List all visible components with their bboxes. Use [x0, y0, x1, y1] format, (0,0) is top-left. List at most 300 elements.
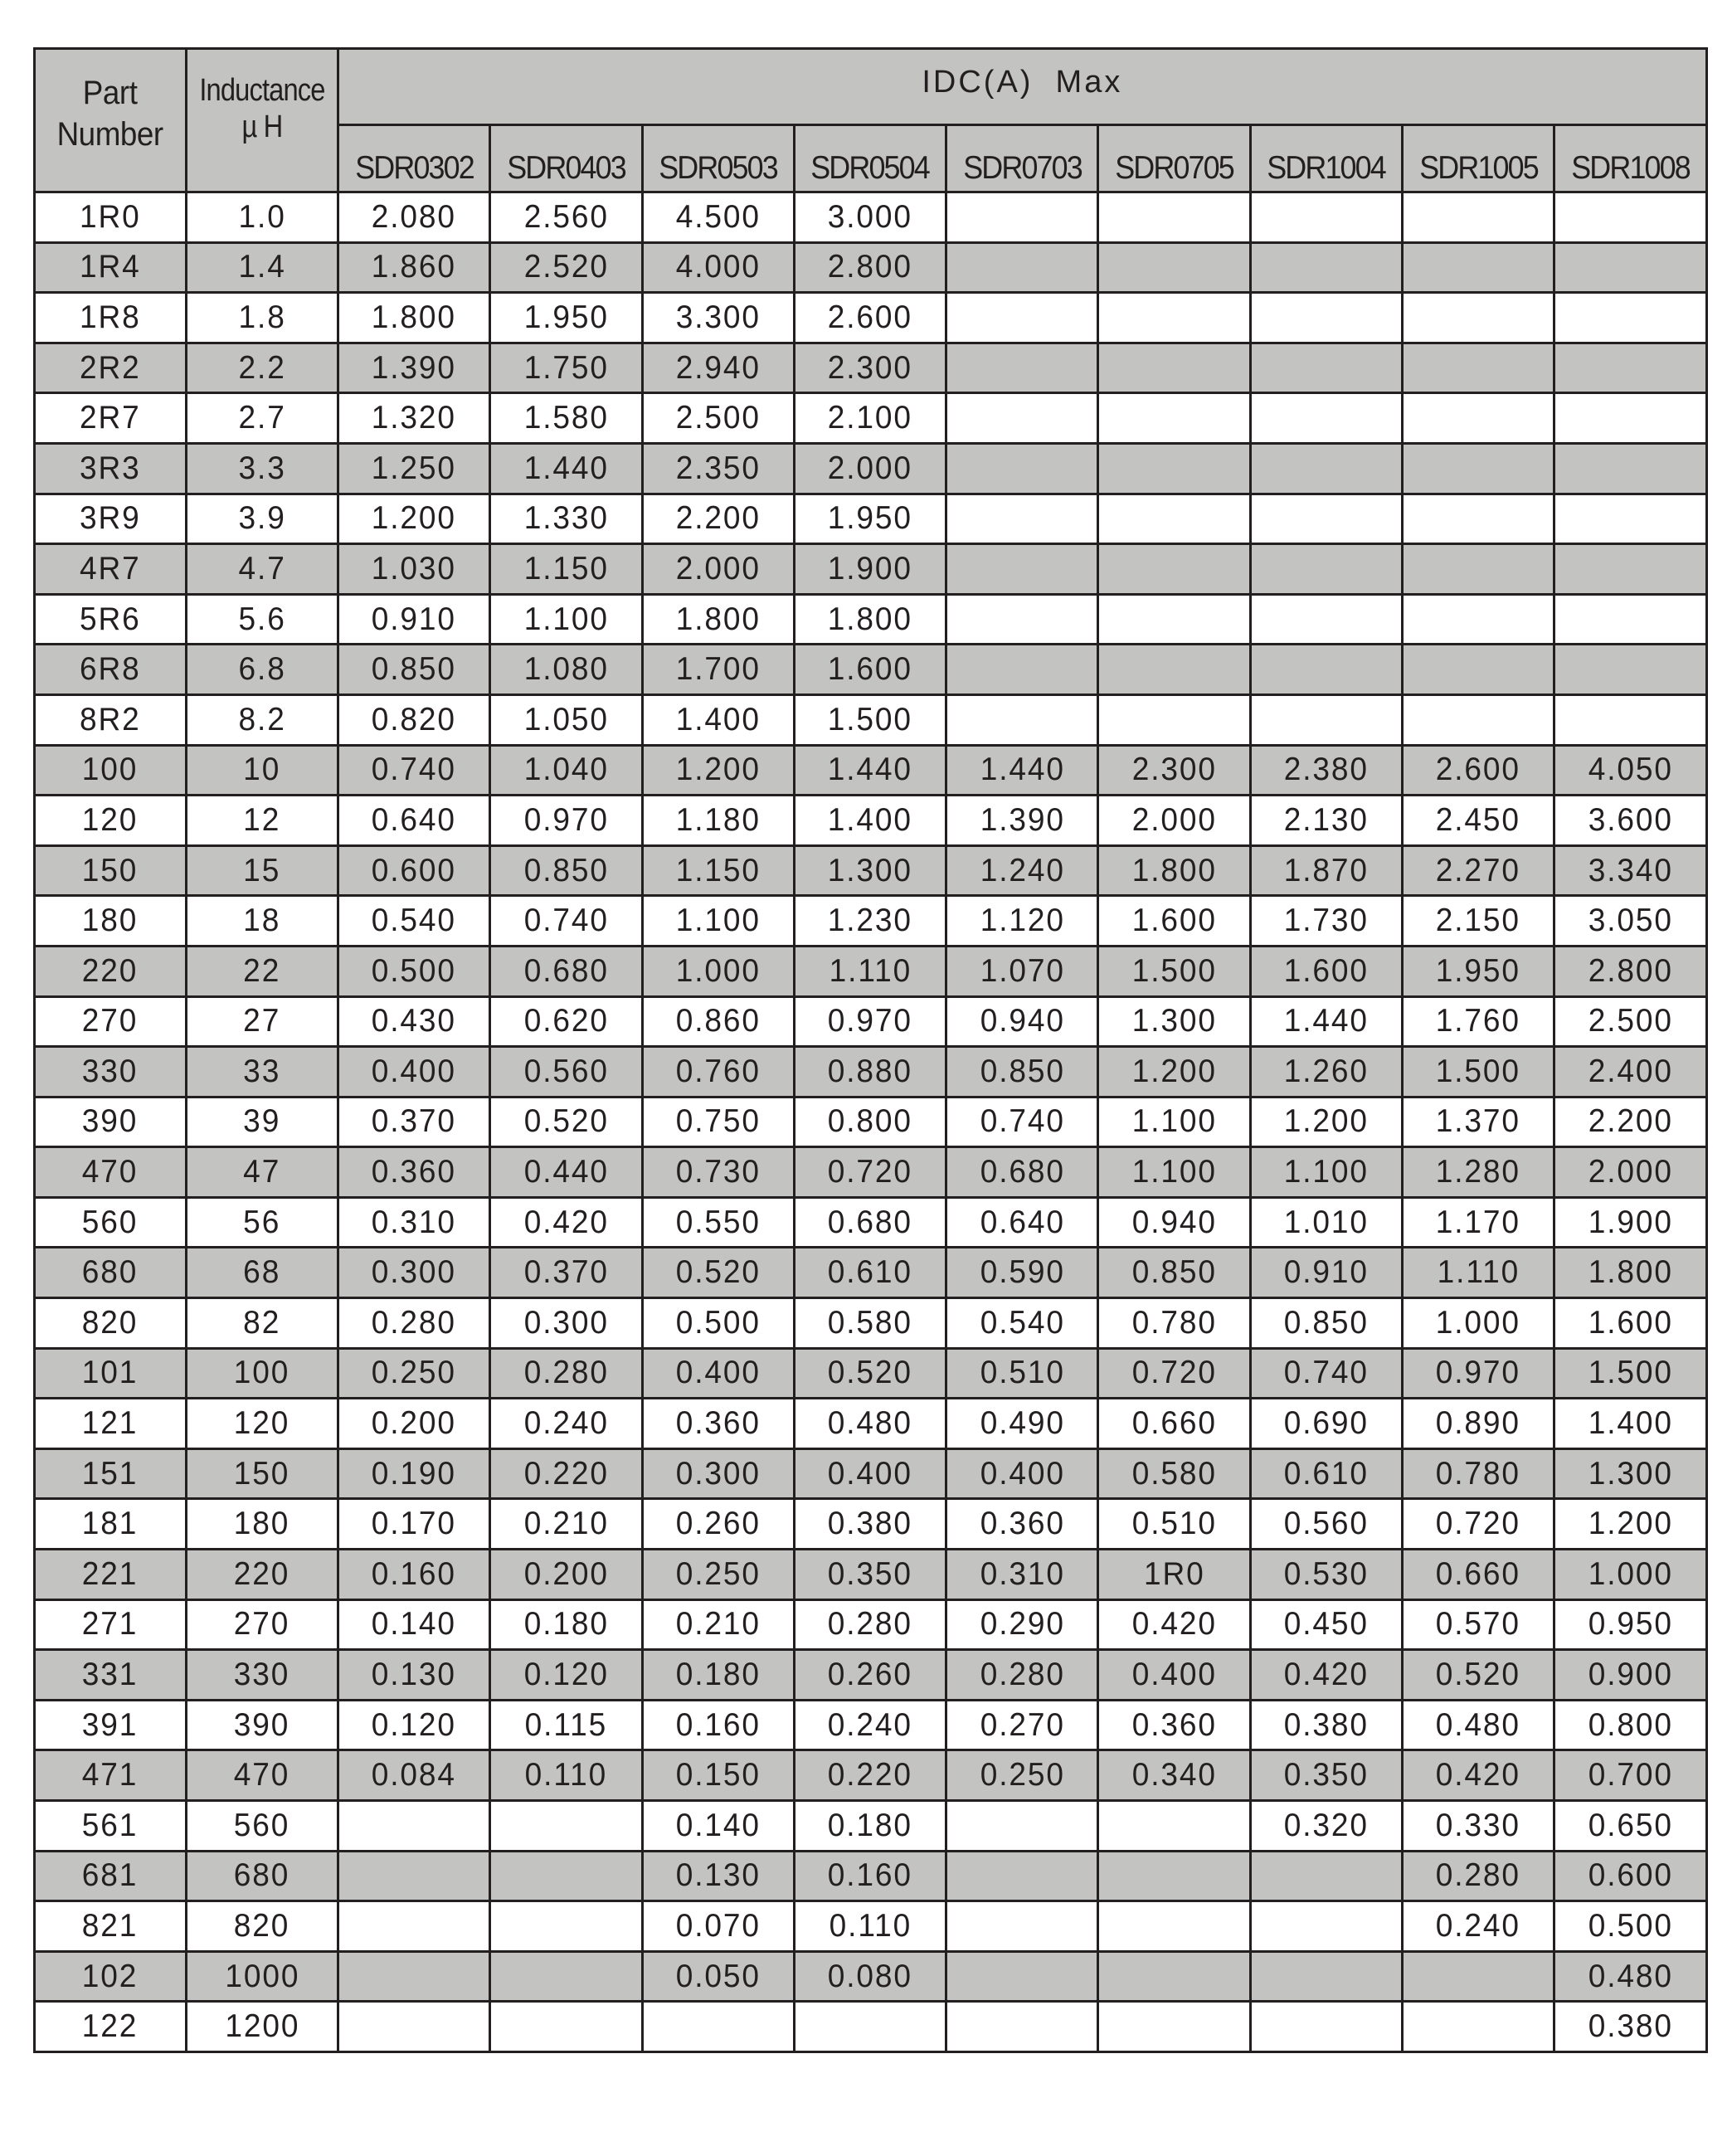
cell-idc-sdr0705-text: 1.800: [1131, 852, 1217, 888]
cell-idc-sdr1004-text: 0.320: [1283, 1807, 1370, 1843]
cell-inductance: [187, 1348, 338, 1399]
cell-inductance: [187, 1801, 338, 1852]
table-row: [35, 996, 1707, 1047]
cell-part-number-text: 5R6: [80, 601, 141, 637]
cell-inductance-text: 1.8: [238, 299, 286, 335]
cell-idc-sdr0705: [1098, 1097, 1250, 1147]
cell-idc-sdr0504-text: 1.400: [827, 801, 913, 838]
cell-inductance: [187, 1097, 338, 1147]
cell-part-number: [35, 1147, 187, 1198]
cell-inductance-text: 390: [234, 1706, 290, 1743]
cell-idc-sdr0504-text: 0.160: [827, 1857, 913, 1894]
cell-idc-sdr0504: [794, 796, 946, 846]
cell-idc-sdr0504-text: 1.230: [827, 903, 913, 939]
cell-part-number-text: 470: [82, 1154, 139, 1190]
cell-part-number: [35, 896, 187, 947]
cell-idc-sdr0504: [794, 694, 946, 745]
cell-idc-sdr0703: [946, 1147, 1098, 1198]
cell-idc-sdr0302: [338, 694, 490, 745]
cell-idc-sdr1005: [1403, 1650, 1554, 1701]
cell-idc-sdr1005: [1403, 745, 1554, 796]
cell-idc-sdr0503-text: 0.180: [675, 1657, 761, 1693]
cell-idc-sdr0302-text: 0.140: [372, 1606, 457, 1643]
header-series-sdr0504: [794, 125, 946, 192]
cell-inductance-text: 33: [243, 1053, 281, 1089]
cell-idc-sdr1005-text: 0.970: [1436, 1355, 1521, 1391]
cell-idc-sdr0503: [642, 343, 794, 393]
cell-idc-sdr0302: [338, 896, 490, 947]
cell-idc-sdr1008-text: 1.600: [1588, 1304, 1673, 1341]
cell-idc-sdr0403-text: 1.100: [523, 601, 609, 637]
cell-idc-sdr0302-text: 2.080: [372, 198, 457, 235]
cell-part-number: [35, 242, 187, 293]
cell-part-number-text: 561: [82, 1807, 139, 1843]
cell-idc-sdr0705-text: 0.940: [1131, 1204, 1217, 1240]
cell-part-number: [35, 1750, 187, 1801]
cell-idc-sdr0504: [794, 946, 946, 996]
cell-idc-sdr1008-text: 2.000: [1588, 1154, 1673, 1190]
header-series-label: SDR1008: [1571, 150, 1690, 186]
cell-idc-sdr0703-text: 0.740: [980, 1103, 1065, 1140]
cell-idc-sdr0703: [946, 896, 1098, 947]
cell-inductance: [187, 796, 338, 846]
cell-idc-sdr1005: [1403, 946, 1554, 996]
cell-idc-sdr1004-text: 1.260: [1283, 1053, 1370, 1089]
header-series-sdr0403: [490, 125, 642, 192]
cell-idc-sdr1005-text: 1.950: [1436, 952, 1521, 989]
cell-idc-sdr0403: [490, 1599, 642, 1650]
cell-idc-sdr0705-text: 0.850: [1131, 1254, 1217, 1291]
cell-idc-sdr0504-text: 0.110: [829, 1907, 912, 1944]
cell-part-number-text: 121: [82, 1405, 139, 1442]
table-row: [35, 293, 1707, 343]
table-row: [35, 694, 1707, 745]
cell-idc-sdr0403-text: 2.560: [523, 198, 609, 235]
cell-idc-sdr0703: [946, 1499, 1098, 1550]
cell-idc-sdr0503: [642, 1550, 794, 1600]
cell-idc-sdr0703: [946, 443, 1098, 494]
table-header: [35, 49, 1707, 192]
cell-idc-sdr0302: [338, 645, 490, 695]
table-row: [35, 896, 1707, 947]
cell-idc-sdr1008: [1554, 1901, 1706, 1952]
cell-idc-sdr1008: [1554, 1197, 1706, 1248]
cell-idc-sdr1005: [1403, 1851, 1554, 1901]
cell-idc-sdr0302-text: 0.280: [372, 1304, 457, 1341]
cell-idc-sdr0703-text: 0.280: [980, 1657, 1065, 1693]
cell-idc-sdr0504-text: 0.260: [827, 1657, 913, 1693]
cell-part-number: [35, 796, 187, 846]
table-row: [35, 745, 1707, 796]
cell-part-number-text: 820: [82, 1304, 139, 1341]
table-row: [35, 393, 1707, 444]
cell-idc-sdr1008: [1554, 1097, 1706, 1147]
cell-idc-sdr0403-text: 2.520: [523, 249, 609, 285]
cell-idc-sdr0703: [946, 1448, 1098, 1499]
cell-idc-sdr0503: [642, 2002, 794, 2052]
cell-part-number-text: 270: [82, 1003, 139, 1039]
cell-idc-sdr1008: [1554, 494, 1706, 544]
cell-idc-sdr0403: [490, 1399, 642, 1449]
cell-idc-sdr1004: [1250, 343, 1402, 393]
cell-idc-sdr1005-text: 2.150: [1436, 903, 1521, 939]
cell-idc-sdr0705: [1098, 1951, 1250, 2002]
cell-idc-sdr1004: [1250, 1851, 1402, 1901]
cell-inductance-text: 5.6: [238, 601, 286, 637]
cell-idc-sdr0504: [794, 242, 946, 293]
cell-idc-sdr0503: [642, 393, 794, 444]
header-series-label: SDR0403: [507, 150, 625, 186]
cell-idc-sdr0302: [338, 1599, 490, 1650]
cell-idc-sdr0703-text: 0.540: [980, 1304, 1065, 1341]
table-row: [35, 946, 1707, 996]
header-part-number-line2: Number: [56, 116, 164, 153]
cell-part-number-text: 100: [82, 752, 139, 788]
cell-idc-sdr1005: [1403, 694, 1554, 745]
cell-inductance-text: 2.7: [238, 400, 286, 436]
cell-idc-sdr0403-text: 1.440: [523, 450, 609, 486]
cell-idc-sdr0703: [946, 1047, 1098, 1097]
cell-idc-sdr0703-text: 0.270: [980, 1706, 1065, 1743]
cell-idc-sdr1004-text: 1.600: [1283, 952, 1370, 989]
cell-idc-sdr1005: [1403, 1248, 1554, 1298]
cell-idc-sdr0403-text: 0.300: [523, 1304, 609, 1341]
cell-inductance-text: 47: [243, 1154, 281, 1190]
cell-part-number-text: 122: [82, 2008, 139, 2045]
cell-idc-sdr0703: [946, 1399, 1098, 1449]
cell-idc-sdr0503: [642, 1448, 794, 1499]
cell-idc-sdr0302: [338, 594, 490, 645]
cell-idc-sdr0705-text: 0.660: [1131, 1405, 1217, 1442]
cell-idc-sdr0703-text: 1.440: [980, 752, 1065, 788]
cell-idc-sdr0503-text: 0.160: [675, 1706, 761, 1743]
cell-part-number-text: 681: [82, 1857, 139, 1894]
cell-part-number: [35, 1399, 187, 1449]
cell-idc-sdr1005-text: 0.780: [1436, 1455, 1521, 1492]
cell-part-number: [35, 845, 187, 896]
cell-idc-sdr0504: [794, 192, 946, 243]
header-part-number: [35, 49, 187, 192]
cell-idc-sdr0703: [946, 996, 1098, 1047]
cell-idc-sdr1004: [1250, 1801, 1402, 1852]
cell-idc-sdr1004: [1250, 1901, 1402, 1952]
cell-idc-sdr1008: [1554, 896, 1706, 947]
cell-idc-sdr1004: [1250, 1650, 1402, 1701]
cell-idc-sdr0705: [1098, 1147, 1250, 1198]
cell-idc-sdr0504: [794, 896, 946, 947]
header-inductance-line1: Inductance: [199, 73, 325, 108]
cell-idc-sdr1008: [1554, 2002, 1706, 2052]
cell-inductance: [187, 896, 338, 947]
header-series-label: SDR1005: [1418, 150, 1538, 186]
cell-idc-sdr1005: [1403, 1901, 1554, 1952]
cell-part-number: [35, 343, 187, 393]
cell-idc-sdr1004: [1250, 192, 1402, 243]
cell-idc-sdr0302: [338, 494, 490, 544]
cell-idc-sdr0403-text: 0.210: [523, 1506, 609, 1542]
cell-idc-sdr0302: [338, 1901, 490, 1952]
table-row: [35, 1901, 1707, 1952]
table-row: [35, 242, 1707, 293]
cell-idc-sdr0705: [1098, 896, 1250, 947]
cell-idc-sdr0705: [1098, 645, 1250, 695]
cell-part-number-text: 220: [82, 952, 139, 989]
cell-idc-sdr0504-text: 0.180: [827, 1807, 913, 1843]
cell-idc-sdr0504: [794, 745, 946, 796]
cell-part-number: [35, 745, 187, 796]
cell-idc-sdr0503: [642, 1599, 794, 1650]
cell-idc-sdr0302: [338, 1097, 490, 1147]
cell-idc-sdr1008-text: 1.300: [1588, 1455, 1673, 1492]
cell-part-number: [35, 1448, 187, 1499]
cell-idc-sdr0403: [490, 343, 642, 393]
cell-idc-sdr1008-text: 0.480: [1588, 1958, 1673, 1994]
cell-idc-sdr0504: [794, 293, 946, 343]
cell-idc-sdr0302: [338, 343, 490, 393]
cell-idc-sdr1005: [1403, 796, 1554, 846]
cell-idc-sdr0403: [490, 996, 642, 1047]
cell-idc-sdr0705-text: 0.400: [1131, 1657, 1217, 1693]
cell-idc-sdr0403-text: 0.280: [523, 1355, 609, 1391]
cell-idc-sdr0504-text: 0.970: [827, 1003, 913, 1039]
cell-part-number-text: 391: [82, 1706, 139, 1743]
cell-idc-sdr0705: [1098, 845, 1250, 896]
cell-idc-sdr0705-text: 1.100: [1131, 1103, 1217, 1140]
cell-idc-sdr0705-text: 0.340: [1131, 1757, 1217, 1793]
cell-idc-sdr0302-text: 1.860: [372, 249, 457, 285]
cell-idc-sdr1004: [1250, 293, 1402, 343]
cell-idc-sdr1004-text: 1.440: [1283, 1003, 1370, 1039]
cell-idc-sdr0403-text: 0.200: [523, 1555, 609, 1592]
cell-idc-sdr1004-text: 0.450: [1283, 1606, 1370, 1643]
cell-idc-sdr0503: [642, 1248, 794, 1298]
cell-idc-sdr1005: [1403, 1399, 1554, 1449]
cell-idc-sdr0503: [642, 1097, 794, 1147]
cell-inductance: [187, 1650, 338, 1701]
cell-idc-sdr0503-text: 2.350: [675, 450, 761, 486]
cell-idc-sdr1008-text: 3.600: [1588, 801, 1673, 838]
header-series-sdr1004: [1250, 125, 1402, 192]
cell-idc-sdr1005: [1403, 896, 1554, 947]
cell-idc-sdr0403-text: 1.040: [523, 752, 609, 788]
cell-idc-sdr0302-text: 0.540: [372, 903, 457, 939]
cell-idc-sdr0504-text: 2.000: [827, 450, 913, 486]
cell-idc-sdr1005-text: 0.420: [1436, 1757, 1521, 1793]
cell-idc-sdr0302-text: 0.120: [372, 1706, 457, 1743]
cell-idc-sdr0403-text: 1.580: [523, 400, 609, 436]
cell-idc-sdr0703: [946, 845, 1098, 896]
cell-idc-sdr1005-text: 1.280: [1436, 1154, 1521, 1190]
cell-idc-sdr0703-text: 0.940: [980, 1003, 1065, 1039]
cell-idc-sdr0503: [642, 1298, 794, 1349]
cell-part-number: [35, 1197, 187, 1248]
cell-idc-sdr0703: [946, 1851, 1098, 1901]
cell-idc-sdr1008: [1554, 946, 1706, 996]
header-series-sdr0705: [1098, 125, 1250, 192]
cell-idc-sdr0504: [794, 494, 946, 544]
cell-part-number: [35, 1097, 187, 1147]
cell-idc-sdr0705: [1098, 1851, 1250, 1901]
cell-idc-sdr0705: [1098, 192, 1250, 243]
cell-idc-sdr1004-text: 1.100: [1283, 1154, 1370, 1190]
header-part-number-line1: Part: [83, 75, 138, 111]
cell-idc-sdr0503: [642, 745, 794, 796]
table-row: [35, 1047, 1707, 1097]
cell-idc-sdr1005: [1403, 544, 1554, 595]
cell-idc-sdr1008: [1554, 1047, 1706, 1097]
cell-idc-sdr1005-text: 0.280: [1436, 1857, 1521, 1894]
cell-idc-sdr0705-text: 1.500: [1131, 952, 1217, 989]
cell-idc-sdr0503: [642, 1147, 794, 1198]
cell-idc-sdr0302-text: 1.390: [372, 349, 457, 386]
cell-idc-sdr1004: [1250, 1951, 1402, 2002]
cell-idc-sdr1004-text: 0.690: [1283, 1405, 1370, 1442]
cell-idc-sdr0503-text: 1.000: [675, 952, 761, 989]
cell-idc-sdr0705: [1098, 393, 1250, 444]
cell-idc-sdr0403-text: 0.115: [524, 1706, 608, 1743]
cell-idc-sdr1008-text: 1.000: [1588, 1555, 1673, 1592]
cell-part-number-text: 471: [82, 1757, 139, 1793]
cell-idc-sdr0705: [1098, 745, 1250, 796]
cell-idc-sdr1004: [1250, 242, 1402, 293]
cell-idc-sdr1005-text: 1.370: [1436, 1103, 1521, 1140]
table-row: [35, 1097, 1707, 1147]
cell-inductance-text: 39: [243, 1103, 281, 1140]
cell-idc-sdr0703: [946, 1801, 1098, 1852]
table-row: [35, 544, 1707, 595]
cell-idc-sdr0403: [490, 1750, 642, 1801]
cell-idc-sdr0503: [642, 494, 794, 544]
cell-idc-sdr0403: [490, 1147, 642, 1198]
cell-idc-sdr0504: [794, 996, 946, 1047]
cell-idc-sdr1005-text: 0.720: [1436, 1506, 1521, 1542]
cell-idc-sdr1008: [1554, 293, 1706, 343]
cell-idc-sdr0503-text: 1.400: [675, 701, 761, 737]
cell-idc-sdr0302-text: 0.600: [372, 852, 457, 888]
cell-idc-sdr1005-text: 0.240: [1436, 1907, 1521, 1944]
cell-inductance-text: 180: [234, 1506, 290, 1542]
cell-idc-sdr0504-text: 0.240: [827, 1706, 913, 1743]
cell-idc-sdr0504-text: 2.100: [827, 400, 913, 436]
cell-idc-sdr0302: [338, 293, 490, 343]
header-series-label: SDR0504: [810, 150, 930, 186]
cell-idc-sdr1004-text: 1.870: [1283, 852, 1370, 888]
cell-idc-sdr0403: [490, 1448, 642, 1499]
cell-idc-sdr0403-text: 0.440: [523, 1154, 609, 1190]
cell-idc-sdr0504-text: 0.610: [827, 1254, 913, 1291]
cell-idc-sdr0302-text: 0.310: [372, 1204, 457, 1240]
cell-idc-sdr0503: [642, 645, 794, 695]
table-row: [35, 645, 1707, 695]
cell-inductance-text: 150: [234, 1455, 290, 1492]
cell-idc-sdr0504-text: 0.680: [827, 1204, 913, 1240]
cell-part-number: [35, 1047, 187, 1097]
cell-idc-sdr0503-text: 4.500: [675, 198, 761, 235]
cell-idc-sdr0503: [642, 443, 794, 494]
cell-inductance-text: 3.3: [238, 450, 286, 486]
cell-idc-sdr0503: [642, 242, 794, 293]
cell-idc-sdr1004-text: 0.350: [1283, 1757, 1370, 1793]
cell-inductance: [187, 343, 338, 393]
cell-idc-sdr0302-text: 0.400: [372, 1053, 457, 1089]
cell-idc-sdr0503-text: 2.940: [675, 349, 761, 386]
cell-idc-sdr0302-text: 1.320: [372, 400, 457, 436]
cell-idc-sdr1008-text: 2.400: [1588, 1053, 1673, 1089]
cell-inductance: [187, 1599, 338, 1650]
cell-inductance-text: 22: [243, 952, 281, 989]
cell-inductance: [187, 393, 338, 444]
cell-idc-sdr0504: [794, 1650, 946, 1701]
cell-inductance-text: 1000: [224, 1958, 300, 1994]
cell-idc-sdr1008: [1554, 1147, 1706, 1198]
cell-idc-sdr1008-text: 0.600: [1588, 1857, 1673, 1894]
cell-idc-sdr0403: [490, 1650, 642, 1701]
cell-idc-sdr0503: [642, 293, 794, 343]
cell-part-number-text: 680: [82, 1254, 139, 1291]
cell-inductance: [187, 845, 338, 896]
cell-part-number-text: 8R2: [80, 701, 141, 737]
cell-idc-sdr0703-text: 0.400: [980, 1455, 1065, 1492]
cell-idc-sdr0503: [642, 1951, 794, 2002]
cell-idc-sdr0703-text: 1.120: [980, 903, 1065, 939]
cell-idc-sdr0302: [338, 1348, 490, 1399]
cell-idc-sdr0403-text: 1.750: [523, 349, 609, 386]
cell-idc-sdr1005-text: 0.660: [1436, 1555, 1521, 1592]
cell-idc-sdr0703: [946, 1599, 1098, 1650]
cell-idc-sdr0302: [338, 544, 490, 595]
cell-idc-sdr0504: [794, 1097, 946, 1147]
cell-idc-sdr1005-text: 1.760: [1436, 1003, 1521, 1039]
table-row: [35, 1801, 1707, 1852]
cell-inductance: [187, 1901, 338, 1952]
cell-idc-sdr0403: [490, 293, 642, 343]
cell-part-number-text: 1R4: [80, 249, 141, 285]
cell-part-number: [35, 1298, 187, 1349]
cell-idc-sdr1005: [1403, 443, 1554, 494]
header-series-sdr1008: [1554, 125, 1706, 192]
cell-idc-sdr0302: [338, 2002, 490, 2052]
cell-idc-sdr0503-text: 0.150: [675, 1757, 761, 1793]
cell-idc-sdr0504: [794, 1298, 946, 1349]
cell-idc-sdr0302: [338, 996, 490, 1047]
cell-idc-sdr0503: [642, 192, 794, 243]
cell-idc-sdr1005: [1403, 1951, 1554, 2002]
cell-part-number-text: 120: [82, 801, 139, 838]
table-body: [35, 192, 1707, 2052]
cell-part-number-text: 1R8: [80, 299, 141, 335]
cell-idc-sdr0705: [1098, 1047, 1250, 1097]
cell-idc-sdr1004: [1250, 494, 1402, 544]
cell-idc-sdr0403: [490, 443, 642, 494]
cell-idc-sdr0504-text: 0.580: [827, 1304, 913, 1341]
cell-idc-sdr0504-text: 0.720: [827, 1154, 913, 1190]
cell-idc-sdr0503: [642, 896, 794, 947]
cell-idc-sdr0503-text: 2.000: [675, 550, 761, 586]
cell-inductance: [187, 1951, 338, 2002]
cell-idc-sdr1008: [1554, 1951, 1706, 2002]
cell-idc-sdr0504-text: 1.900: [827, 550, 913, 586]
cell-idc-sdr0503: [642, 845, 794, 896]
cell-idc-sdr0503-text: 2.500: [675, 400, 761, 436]
cell-idc-sdr1005-text: 1.000: [1436, 1304, 1521, 1341]
cell-idc-sdr0403: [490, 1097, 642, 1147]
cell-idc-sdr0705-text: 0.420: [1131, 1606, 1217, 1643]
cell-part-number: [35, 645, 187, 695]
cell-idc-sdr1005: [1403, 1047, 1554, 1097]
cell-idc-sdr1005-text: 0.570: [1436, 1606, 1521, 1643]
cell-idc-sdr0705: [1098, 946, 1250, 996]
cell-part-number-text: 560: [82, 1204, 139, 1240]
